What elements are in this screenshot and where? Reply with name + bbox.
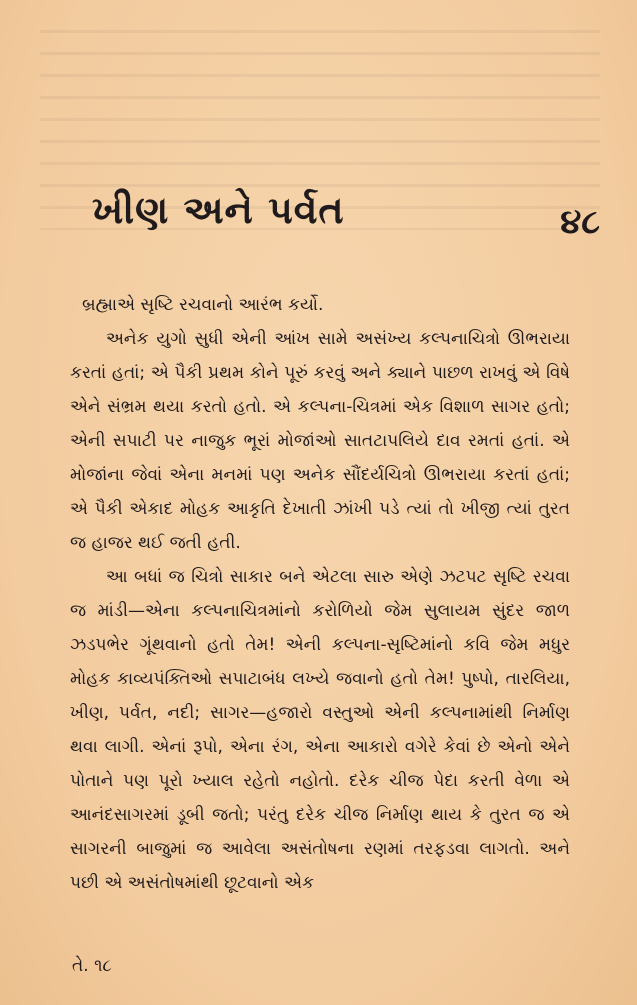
paragraph: આ બધાં જ ચિત્રો સાકાર બને એટલા સારુ એણે ઝટપટ સૃષ્ટિ રચવા જ માંડી—એના કલ્પનાચિત્રમાંનો કરોળિયો જેમ સુલાયમ સુંદર જાળ ઝડપભેર ગૂંથવાનો હતો તેમ! એની કલ્પના-સૃષ્ટિમાંનો કવિ જેમ મધુર મોહક કાવ્યપંક્તિઓ સપાટાબંધ લખ્યે જવાનો હતો તેમ! પુષ્પો, તારલિયા, ખીણ, પર્વત, નદી; સાગર—હજારો વસ્તુઓ એની કલ્પનામાંથી નિર્માણ થવા લાગી. એનાં રૂપો, એના રંગ, એના આકારો વગેરે કેવાં છે એનો એને પોતાને પણ પૂરો ખ્યાલ રહેતો નહોતો. દરેક ચીજ પેદા કરતી વેળા એ આનંદસાગરમાં ડૂબી જતો; પરંતુ દરેક ચીજ નિર્માણ થાય કે તુરત જ એ સાગરની બાજુમાં જ આવેલા અસંતોષના રણમાં તરફડવા લાગતો. અને પછી એ અસંતોષમાંથી છૂટવાનો એક xyxy=(70,567,570,893)
paragraph: અનેક યુગો સુધી એની આંખ સામે અસંખ્ય કલ્પનાચિત્રો ઊભરાયા કરતાં હતાં; એ પૈકી પ્રથમ કોને પૂરું કરવું અને ક્યાને પાછળ રાખવું એ વિષે એને સંભ્રમ થયા કરતો હતો. એ કલ્પના-ચિત્રમાં એક વિશાળ સાગર હતો; એની સપાટી પર નાજુક ભૂરાં મોજાંઓ સાતટાપલિયે દાવ રમતાં હતાં. એ મોજાંના જેવાં એના મનમાં પણ અનેક સૌંદર્યચિત્રો ઊભરાયા કરતાં હતાં; એ પૈકી એકાદ મોહક આકૃતિ દેખાતી ઝાંખી પડે ત્યાં તો ખીજી ત્યાં તુરત જ હાજર થઈ જતી હતી. xyxy=(70,329,570,553)
chapter-title: ખીણ અને પર્વત xyxy=(92,188,345,232)
body-text xyxy=(70,288,570,900)
paragraph-opening: બ્રહ્માએ સૃષ્ટિ રચવાનો આરંભ કર્યો. xyxy=(82,295,324,315)
page-signature: તે. ૧૮ xyxy=(72,956,112,976)
chapter-number: ૪૮ xyxy=(560,202,600,242)
